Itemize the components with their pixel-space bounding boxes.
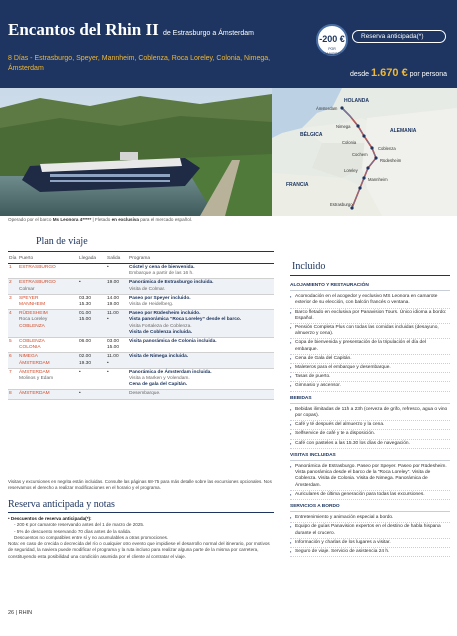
title-subtitle: de Estrasburgo a Ámsterdam bbox=[162, 30, 254, 37]
table-row bbox=[8, 368, 274, 390]
col-program: Programa bbox=[128, 254, 274, 264]
program-text: Visita Fortaleza de Coblenza. bbox=[129, 323, 192, 329]
port-cell bbox=[18, 338, 78, 353]
included-item: ▪ Entretenimiento y animación especial a bordo. bbox=[290, 514, 450, 523]
departure-cell bbox=[106, 353, 128, 368]
program-text: Visita de Heidelberg. bbox=[129, 302, 174, 308]
port-name: ESTRASBURGO bbox=[19, 265, 56, 270]
program-text: Panorámica de Estrasburgo incluida. bbox=[129, 280, 214, 286]
port-name: Molinos y Edam bbox=[19, 376, 54, 382]
day-cell bbox=[8, 310, 18, 338]
map-city-cochem: Cochem bbox=[352, 152, 368, 157]
table-row bbox=[8, 279, 274, 294]
itinerary-table bbox=[8, 254, 274, 400]
map-label-alemania: ALEMANIA bbox=[390, 128, 417, 134]
program-text: Cóctel y cena de bienvenida. bbox=[129, 265, 195, 270]
plan-rule bbox=[8, 251, 274, 252]
included-item: ▪ Equipo de guías Panavision expertos en el destino de habla hispana durante el crucero. bbox=[290, 523, 450, 538]
day-number: 5 bbox=[9, 339, 12, 345]
arrival-time: • bbox=[79, 369, 81, 375]
port-name: RÜDESHEIM bbox=[19, 311, 48, 317]
program-text: Panorámica de Ámsterdam incluida. bbox=[129, 369, 212, 375]
program-text: Visita panorámica de Colonia incluida. bbox=[129, 339, 217, 345]
program-text: Vista panorámica “Roca Loreley” desde el barco. bbox=[129, 317, 242, 323]
departure-time: 19.00 bbox=[107, 302, 120, 308]
map-city-colonia: Colonia bbox=[342, 140, 357, 145]
caption-pre: Operado por el barco bbox=[8, 217, 53, 222]
incluido-rule bbox=[290, 275, 450, 276]
day-number: 2 bbox=[9, 280, 12, 286]
arrival-time: 03.30 bbox=[79, 295, 92, 301]
departure-cell bbox=[106, 294, 128, 309]
program-cell bbox=[128, 368, 274, 390]
departure-cell bbox=[106, 338, 128, 353]
departure-time: • bbox=[107, 265, 109, 270]
departure-cell bbox=[106, 368, 128, 390]
included-item: ▪ Auriculares de última generación para todas las excursiones. bbox=[290, 491, 450, 500]
included-item: ▪ Selfservice de café y te a disposición. bbox=[290, 430, 450, 439]
included-item: ▪ Maleteros para el embarque y desembarque. bbox=[290, 364, 450, 373]
badge-amount: -200 € bbox=[319, 34, 345, 44]
price-per: por persona bbox=[409, 71, 447, 78]
port-name: Colmar bbox=[19, 286, 35, 292]
arrival-time: • bbox=[79, 391, 81, 397]
port-name: COLONIA bbox=[19, 345, 41, 351]
reserva-rule bbox=[8, 512, 274, 513]
map-city-amsterdam: Ámsterdam bbox=[316, 106, 338, 111]
included-category: VISITAS INCLUIDAS bbox=[290, 453, 450, 461]
departure-time: 19.00 bbox=[107, 280, 120, 286]
incluido-title: Incluido bbox=[292, 261, 326, 272]
day-cell bbox=[8, 264, 18, 279]
map-label-belgica: BÉLGICA bbox=[300, 132, 323, 138]
program-text: Visita de Coblenza incluida. bbox=[129, 329, 193, 335]
included-list bbox=[290, 279, 450, 557]
port-name: COBLENZA bbox=[19, 323, 45, 329]
departure-time: 11.00 bbox=[107, 311, 119, 317]
arrival-time: 19.30 bbox=[79, 360, 92, 366]
port-cell bbox=[18, 390, 78, 399]
day-cell bbox=[8, 390, 18, 399]
included-item: ▪ Información y charlas de los lugares a visitar. bbox=[290, 539, 450, 548]
map-city-coblenza: Coblenza bbox=[378, 146, 396, 151]
table-row bbox=[8, 310, 274, 338]
departure-cell bbox=[106, 264, 128, 279]
col-arrival: Llegada bbox=[78, 254, 106, 264]
header-banner bbox=[0, 0, 457, 88]
day-cell bbox=[8, 338, 18, 353]
col-port: Puerto bbox=[18, 254, 78, 264]
arrival-cell bbox=[78, 353, 106, 368]
port-cell bbox=[18, 279, 78, 294]
departure-cell bbox=[106, 279, 128, 294]
ship-photo bbox=[0, 88, 272, 216]
arrival-cell bbox=[78, 279, 106, 294]
map-city-mannheim: Mannheim bbox=[368, 177, 388, 182]
ship-caption bbox=[8, 217, 192, 222]
table-row bbox=[8, 353, 274, 368]
program-text: Embarque a partir de las 16 h. bbox=[129, 271, 194, 277]
program-cell bbox=[128, 294, 274, 309]
map-city-estrasburgo: Estrasburgo bbox=[330, 202, 353, 207]
departure-time: • bbox=[107, 369, 109, 375]
included-item: ▪ Bebidas ilimitadas de 11h a 23h (cerveza de grifo, refresco, agua o vino por copas). bbox=[290, 406, 450, 421]
included-item: ▪ Seguro de viaje. Servicio de asistencia 24 h. bbox=[290, 548, 450, 557]
arrival-cell bbox=[78, 338, 106, 353]
route-line bbox=[8, 54, 298, 74]
discount-badge bbox=[316, 24, 348, 56]
page-title bbox=[8, 20, 254, 40]
arrival-cell bbox=[78, 294, 106, 309]
plan-note: Visitas y excursiones en negrita están incluidas. Consulte las páginas 68-75 para más detalle sobre las excursiones opcionales. Nos reservamos el derecho a realizar modificaciones en el horario y el programa. bbox=[8, 479, 272, 490]
route-cities: Estrasburgo, Speyer, Mannheim, Coblenza, Roca Loreley, Colonia, Nimega, Ámsterdam bbox=[8, 55, 271, 72]
map-label-francia: FRANCIA bbox=[286, 182, 309, 188]
program-text: Visita de Nimega incluida. bbox=[129, 354, 189, 360]
map-city-rudesheim: Rüdesheim bbox=[380, 158, 402, 163]
program-text: Visita a Marken y Volendam. bbox=[129, 376, 190, 382]
port-name: ÁMSTERDAM bbox=[19, 391, 50, 397]
table-row bbox=[8, 338, 274, 353]
reserva-line-1: - 200 € por camarote reservando antes del 1 de marzo de 2025. bbox=[14, 522, 145, 528]
arrival-cell bbox=[78, 264, 106, 279]
arrival-time: 02.00 bbox=[79, 354, 92, 360]
included-item: ▪ Pensión Completa Plus con todas las comidas incluidas (desayuno, almuerzo y cena). bbox=[290, 324, 450, 339]
port-name: ÁMSTERDAM bbox=[19, 369, 50, 375]
day-number: 1 bbox=[9, 265, 12, 270]
included-item: ▪ Café y té después del almuerzo y la cena. bbox=[290, 421, 450, 430]
included-item: ▪ Cena de Gala del Capitán. bbox=[290, 355, 450, 364]
reserva-note: Nota: en caso de crecida o decrecida del río o cualquier otro evento que impidiese el desarrollo normal del itinerario, por motivos de seguridad, la naviera puede modificar el programa y la ruta incluso para realizar alguna parte de la misma por carretera, constituyendo esta posibilidad una condición asumida por el cliente al contratar el viaje. bbox=[8, 541, 270, 559]
day-cell bbox=[8, 294, 18, 309]
day-number: 7 bbox=[9, 369, 12, 375]
program-text: Desembarque. bbox=[129, 391, 161, 397]
reserva-title: Reserva anticipada y notas bbox=[8, 499, 115, 510]
included-item: ▪ Panorámica de Estrasburgo. Paseo por Speyer. Paseo por Rüdesheim. Vista panorámica desde el barco de la “Roca Loreley”. Visita de Coblenza. Visita de Colonia. Visita de Nimega. Panorámica de Ámsterdam. bbox=[290, 463, 450, 491]
arrival-cell bbox=[78, 310, 106, 338]
day-number: 6 bbox=[9, 354, 12, 360]
included-category: BEBIDAS bbox=[290, 396, 450, 404]
port-name: NIMEGA bbox=[19, 354, 38, 360]
included-item: ▪ Acomodación en el acogedor y exclusivo MS Leonora en camarote exterior de su elección, con balcón francés o ventana. bbox=[290, 293, 450, 308]
departure-time: 03.00 bbox=[107, 339, 120, 345]
program-text: Cena de gala del Capitán. bbox=[129, 382, 188, 388]
port-name: MANNHEIM bbox=[19, 302, 46, 308]
col-departure: Salida bbox=[106, 254, 128, 264]
price-line bbox=[350, 67, 447, 79]
itinerary-header-row bbox=[8, 254, 274, 264]
included-category: SERVICIOS A BORDO bbox=[290, 504, 450, 512]
days-label: 8 Días - bbox=[8, 55, 35, 62]
arrival-cell bbox=[78, 368, 106, 390]
map-city-nimega: Nimega bbox=[336, 124, 351, 129]
day-number: 8 bbox=[9, 391, 12, 397]
port-cell bbox=[18, 264, 78, 279]
departure-time: 14.00 bbox=[107, 295, 120, 301]
table-row bbox=[8, 264, 274, 279]
arrival-time: • bbox=[79, 280, 81, 286]
program-cell bbox=[128, 338, 274, 353]
program-cell bbox=[128, 390, 274, 399]
port-name: ÁMSTERDAM bbox=[19, 360, 50, 366]
port-name: Roca Loreley bbox=[19, 317, 48, 323]
map-label-holanda: HOLANDA bbox=[344, 98, 369, 104]
port-cell bbox=[18, 294, 78, 309]
title-text: Encantos del Rhin II bbox=[8, 20, 159, 39]
departure-time: 11.00 bbox=[107, 354, 119, 360]
table-row bbox=[8, 390, 274, 399]
included-item: ▪ Gimnasio y ascensor. bbox=[290, 382, 450, 391]
program-cell bbox=[128, 264, 274, 279]
plan-title: Plan de viaje bbox=[36, 236, 88, 247]
col-day: Día bbox=[8, 254, 18, 264]
port-cell bbox=[18, 310, 78, 338]
port-name: SPEYER bbox=[19, 295, 39, 301]
departure-time: 15.00 bbox=[107, 345, 120, 351]
arrival-time: 01.00 bbox=[79, 311, 92, 317]
reserva-block bbox=[8, 516, 274, 560]
caption-mid: | Fletado bbox=[91, 217, 112, 222]
caption-post: para el mercado español. bbox=[138, 217, 193, 222]
departure-time: • bbox=[107, 317, 109, 323]
departure-time: • bbox=[107, 360, 109, 366]
arrival-cell bbox=[78, 390, 106, 399]
day-number: 3 bbox=[9, 295, 12, 301]
program-cell bbox=[128, 310, 274, 338]
included-category: ALOJAMIENTO Y RESTAURACIÓN bbox=[290, 283, 450, 291]
program-text: Paseo por Rüdesheim incluido. bbox=[129, 311, 201, 317]
reserva-head: • Descuentos de reserva anticipada(*): bbox=[8, 516, 92, 521]
included-item: ▪ Barco fletado en exclusiva por Panavision Tours. Único idioma a bordo: Español. bbox=[290, 309, 450, 324]
day-cell bbox=[8, 353, 18, 368]
included-item: ▪ Copa de bienvenida y presentación de la tripulación el día del embarque. bbox=[290, 339, 450, 354]
port-cell bbox=[18, 353, 78, 368]
reserva-line-3: Descuentos no compatibles entre sí y no acumulables a otras promociones. bbox=[14, 534, 169, 540]
departure-cell bbox=[106, 390, 128, 399]
departure-cell bbox=[106, 310, 128, 338]
port-name: ESTRASBURGO bbox=[19, 280, 56, 286]
table-row bbox=[8, 294, 274, 309]
caption-exclusive: en exclusiva bbox=[111, 217, 139, 222]
day-cell bbox=[8, 279, 18, 294]
day-cell bbox=[8, 368, 18, 390]
port-cell bbox=[18, 368, 78, 390]
port-name: COBLENZA bbox=[19, 339, 45, 345]
included-item: ▪ Café con pasteles a las 15.30 los días de navegación. bbox=[290, 440, 450, 449]
page-footer: 26 | RHIN bbox=[8, 610, 33, 616]
price-value: 1.670 € bbox=[370, 67, 408, 79]
program-cell bbox=[128, 279, 274, 294]
caption-ship: Ms Leonora 4***** bbox=[52, 217, 92, 222]
reserva-anticipada-button[interactable]: Reserva anticipada(*) bbox=[352, 30, 446, 43]
arrival-time: 15.30 bbox=[79, 302, 92, 308]
badge-note: POR CAMAROTE bbox=[322, 47, 342, 56]
program-text: Paseo por Speyer incluido. bbox=[129, 295, 191, 301]
arrival-time: 06.00 bbox=[79, 339, 92, 345]
map-city-loreley: Loreley bbox=[344, 168, 358, 173]
day-number: 4 bbox=[9, 311, 12, 317]
program-cell bbox=[128, 353, 274, 368]
route-map bbox=[272, 88, 457, 216]
included-item: ▪ Tasas de puerto. bbox=[290, 373, 450, 382]
price-from: desde bbox=[349, 71, 370, 78]
arrival-time: 15.00 bbox=[79, 317, 92, 323]
program-text: Visita de Colmar. bbox=[129, 286, 166, 292]
reserva-line-2: - 5% de descuento reservando 70 días antes de la salida. bbox=[14, 528, 132, 534]
